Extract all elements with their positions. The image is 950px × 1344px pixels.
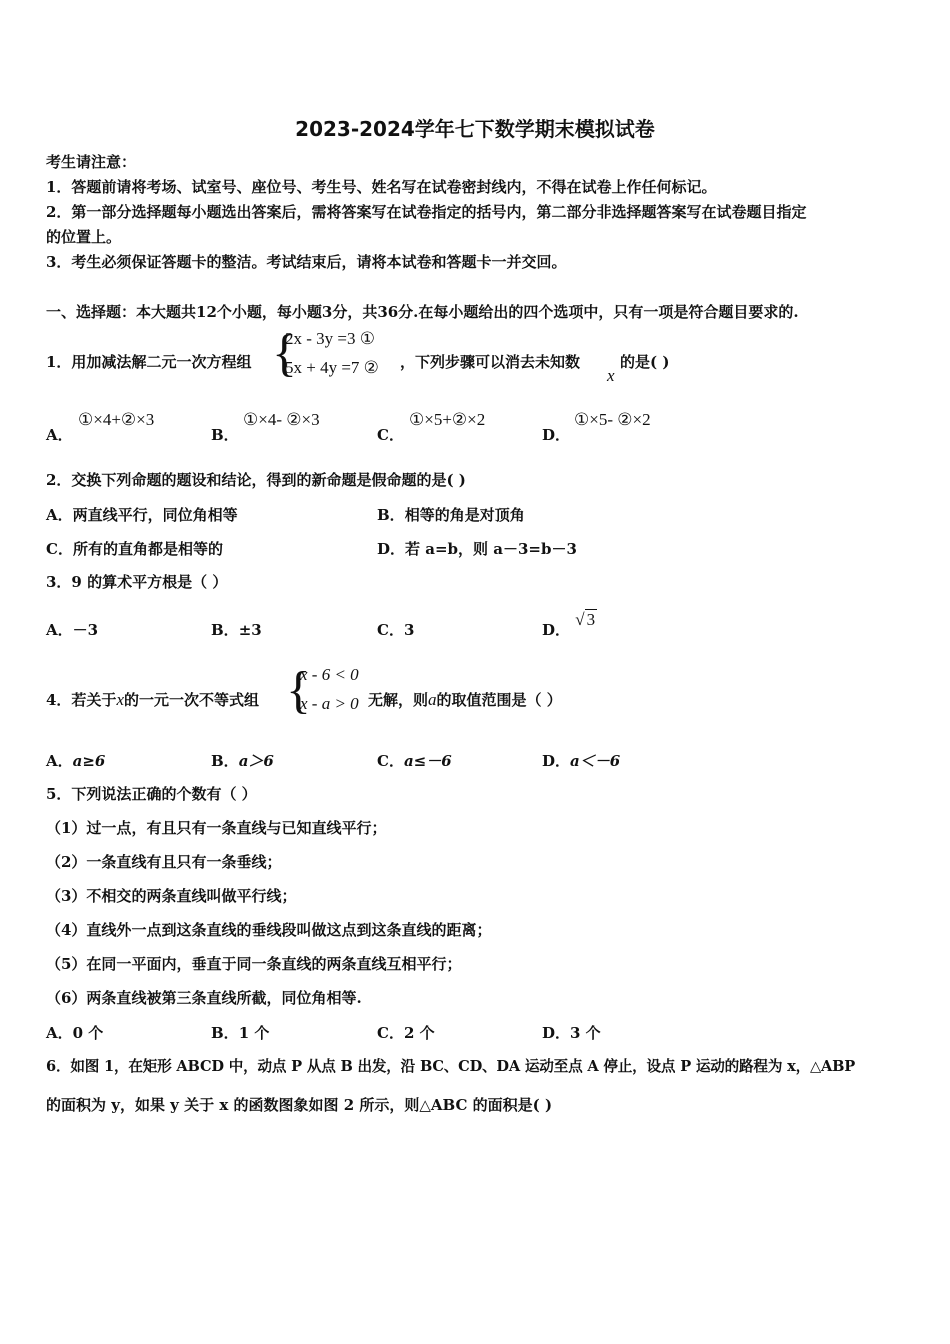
q4-option-c[interactable]: C．a≤－6 [377, 752, 452, 770]
q5-statement-6: （6）两条直线被第三条直线所截，同位角相等. [46, 989, 362, 1007]
q2-option-d[interactable]: D．若 a=b，则 a－3=b－3 [377, 540, 577, 558]
notice-item-1: 1．答题前请将考场、试室号、座位号、考生号、姓名写在试卷密封线内，不得在试卷上作任何标记。 [46, 178, 717, 196]
q1-option-a-label: A． [46, 426, 73, 444]
q4-option-d[interactable]: D．a＜－6 [542, 752, 621, 770]
q1-option-c[interactable]: ①×5+②×2 [409, 410, 486, 429]
q4-option-b[interactable]: B．a＞6 [211, 752, 274, 770]
question-6-line-2: 的面积为 y，如果 y 关于 x 的函数图象如图 2 所示，则△ABC 的面积是( ) [46, 1096, 553, 1114]
q1-option-b[interactable]: ①×4- ②×3 [243, 410, 320, 429]
question-6-line-1: 6．如图 1，在矩形 ABCD 中，动点 P 从点 B 出发，沿 BC、CD、DA 运动至点 A 停止，设点 P 运动的路程为 x，△ABP [46, 1058, 856, 1075]
q1-option-d-label: D． [542, 426, 571, 444]
q5-statement-4: （4）直线外一点到这条直线的垂线段叫做这点到这条直线的距离； [46, 921, 492, 939]
q3-option-c[interactable]: C．3 [377, 621, 415, 639]
question-2-stem: 2．交换下列命题的题设和结论，得到的新命题是假命题的是( ) [46, 471, 466, 489]
inequality-1: x - 6 < 0 [300, 665, 359, 684]
q2-option-b[interactable]: B．相等的角是对顶角 [377, 506, 525, 524]
q5-option-a[interactable]: A．0 个 [46, 1024, 104, 1042]
q5-option-b[interactable]: B．1 个 [211, 1024, 270, 1042]
notice-item-2: 2．第一部分选择题每小题选出答案后，需将答案写在试卷指定的括号内，第二部分非选择题答案写在试卷题目指定 [46, 203, 807, 221]
system-brace: { [272, 325, 297, 382]
q5-option-c[interactable]: C．2 个 [377, 1024, 435, 1042]
notice-item-2-cont: 的位置上。 [46, 228, 122, 246]
question-1-prefix: 1．用加减法解二元一次方程组 [46, 353, 252, 371]
q3-option-d[interactable]: D． √ 3 [542, 610, 596, 639]
section-heading: 一、选择题：本大题共12个小题，每小题3分，共36分.在每小题给出的四个选项中，只有一项是符合题目要求的. [46, 303, 799, 321]
page-title: 2023-2024学年七下数学期末模拟试卷 [295, 117, 655, 141]
notice-item-3: 3．考生必须保证答题卡的整洁。考试结束后，请将本试卷和答题卡一并交回。 [46, 253, 567, 271]
q3-option-b[interactable]: B．±3 [211, 621, 262, 639]
q5-statement-1: （1）过一点，有且只有一条直线与已知直线平行； [46, 819, 387, 837]
q5-statement-2: （2）一条直线有且只有一条垂线； [46, 853, 282, 871]
q1-option-c-label: C． [377, 426, 404, 444]
q2-option-a[interactable]: A．两直线平行，同位角相等 [46, 506, 238, 524]
question-4-prefix: 4．若关于x的一元一次不等式组 [46, 690, 259, 709]
notice-heading: 考生请注意： [46, 153, 137, 171]
inequality-brace: { [286, 662, 311, 719]
q5-statement-5: （5）在同一平面内，垂直于同一条直线的两条直线互相平行； [46, 955, 462, 973]
question-4-suffix: 无解，则a的取值范围是（ ） [368, 690, 562, 709]
q1-option-d[interactable]: ①×5- ②×2 [574, 410, 651, 429]
question-1-var: x [607, 366, 615, 385]
inequality-2: x - a > 0 [300, 694, 359, 713]
q2-option-c[interactable]: C．所有的直角都是相等的 [46, 540, 223, 558]
equation-1: 2x - 3y =3 ① [285, 329, 375, 348]
q1-option-b-label: B． [211, 426, 239, 444]
q1-option-a[interactable]: ①×4+②×3 [78, 410, 155, 429]
q4-option-a[interactable]: A．a≥6 [46, 752, 106, 770]
q3-option-a[interactable]: A．－3 [46, 621, 99, 639]
equation-2: 5x + 4y =7 ② [285, 358, 379, 377]
q5-statement-3: （3）不相交的两条直线叫做平行线； [46, 887, 297, 905]
question-1-mid: ，下列步骤可以消去未知数 [400, 353, 581, 371]
question-5-stem: 5．下列说法正确的个数有（ ） [46, 785, 257, 803]
question-3-stem: 3．9 的算术平方根是（ ） [46, 573, 228, 591]
q5-option-d[interactable]: D．3 个 [542, 1024, 601, 1042]
question-1-suffix: 的是( ) [620, 353, 670, 371]
sqrt-icon: √ 3 [575, 610, 596, 629]
